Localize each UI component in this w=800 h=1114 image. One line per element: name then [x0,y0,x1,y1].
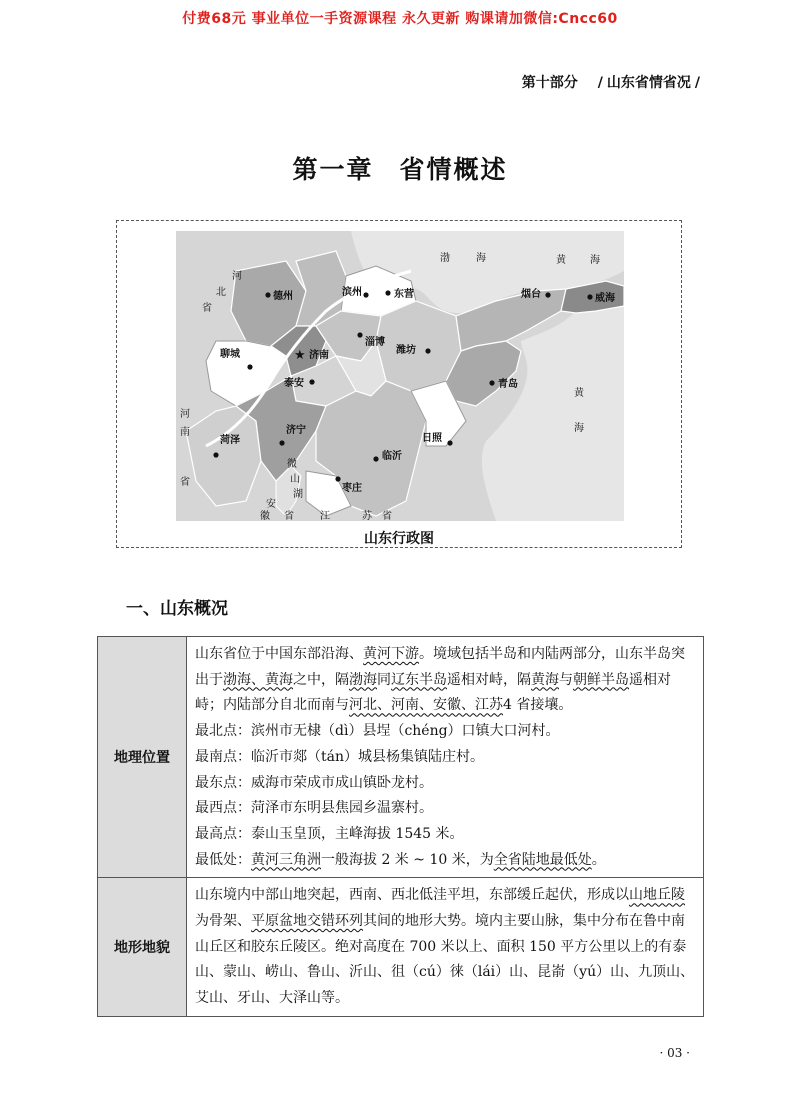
text-run: 4 省接壤。 [503,697,573,714]
city-dot-weifang [425,348,430,353]
underlined-term: 渤海 [349,671,377,688]
underlined-term: 渤海、黄海 [223,671,293,688]
chapter-number: 第一章 [292,155,374,184]
underlined-term: 山地丘陵 [629,887,685,904]
city-label-zaozhuang: 枣庄 [342,483,362,494]
running-head-part: 第十部分 [521,75,578,91]
terrain-paragraph [195,883,695,1012]
row-content-terrain [187,878,704,1017]
city-dot-dongying [385,290,390,295]
underlined-term: 黄海 [531,671,559,688]
city-label-yantai: 烟台 [521,289,541,300]
city-dot-dezhou [265,292,270,297]
label-huanghai-top-1: 黄 [556,255,566,266]
city-dot-taian [309,379,314,384]
lowest-point [195,848,695,874]
promo-banner: 付费68元 事业单位一手资源课程 永久更新 购课请加微信:Cncc60 [182,11,618,27]
text-run: 同 [377,671,391,688]
running-head [522,72,704,92]
city-dot-liaocheng [247,364,252,369]
overview-table [97,636,704,1017]
text-run: 遥相对峙；内陆部分自北而南与 [195,671,671,714]
label-anhui-3: 省 [284,511,294,521]
underlined-term: 黄河三角洲 [251,851,321,868]
city-label-rizhao: 日照 [422,433,442,444]
row-label-terrain: 地形地貌 [98,878,187,1017]
label-jiangsu-2: 苏 [362,511,372,521]
label-weishanhu-1: 微 [287,459,297,470]
city-label-dongying: 东营 [394,289,414,300]
underlined-term: 平原盆地交错环列 [251,913,363,930]
label-jiangsu-3: 省 [382,511,392,521]
underlined-term: 全省陆地最低处 [493,851,592,868]
page-number: · 03 · [659,1046,690,1060]
label-huanghai-right-2: 海 [574,423,584,434]
location-paragraph [195,642,695,719]
text-run: 最低处： [195,851,251,868]
text-run: 之中，隔 [293,671,349,688]
table-row [98,878,704,1017]
text-run: 山东境内中部山地突起，西南、西北低洼平坦，东部缓丘起伏，形成以 [195,887,629,904]
easternmost-point: 最东点：威海市荣成市成山镇卧龙村。 [195,774,433,791]
underlined-term: 黄河下游 [363,646,419,662]
city-label-binzhou: 滨州 [342,287,362,298]
city-dot-weihai [587,294,592,299]
shandong-admin-map [176,231,624,521]
row-label-location: 地理位置 [98,637,187,878]
southernmost-point: 最南点：临沂市郯（tán）城县杨集镇陆庄村。 [195,748,484,765]
underlined-term: 河北、河南、安徽、江苏 [349,697,503,714]
city-label-zibo: 淄博 [365,337,385,348]
chapter-title [0,150,800,186]
label-henan-1: 河 [180,409,190,420]
label-henan-3: 省 [180,477,190,488]
label-hebei-1: 河 [232,271,242,282]
label-bohai-2: 海 [476,253,486,264]
map-frame [116,220,682,548]
city-label-dezhou: 德州 [273,291,293,302]
label-weishanhu-2: 山 [290,474,300,485]
label-bohai-1: 渤 [440,253,450,264]
city-dot-linyi [373,456,378,461]
running-head-separator-end: / [694,75,700,91]
city-dot-zaozhuang [335,476,340,481]
city-label-weifang: 潍坊 [396,345,416,356]
text-run: 与 [559,671,573,688]
section-heading: 一、山东概况 [126,599,228,619]
city-label-liaocheng: 聊城 [220,349,240,360]
capital-star-icon: ★ [294,348,306,363]
city-label-linyi: 临沂 [382,451,402,462]
city-label-jinan: 济南 [309,350,329,361]
text-run: 其间的地形大势。境内主要山脉，集中分布在鲁中南山丘区和胶东丘陵区。绝对高度在 700 米以上、面积 150 平方公里以上的有泰山、蒙山、崂山、鲁山、沂山、徂（cú）徕（lái）山、昆嵛（yú）山、九顶山、艾山、牙山、大泽山等。 [195,913,695,1007]
label-anhui-2: 徽 [260,511,270,521]
label-hebei-2: 北 [216,287,226,298]
text-run: 。境域包括半岛和内陆两部分，山东半岛突出于 [195,646,685,688]
city-label-heze: 菏泽 [220,435,240,446]
northernmost-point: 最北点：滨州市无棣（dì）县埕（chéng）口镇大口河村。 [195,723,560,740]
highest-point: 最高点：泰山玉皇顶，主峰海拔 1545 米。 [195,825,464,842]
text-run: 一般海拔 2 米 ~ 10 米，为 [321,851,494,868]
city-dot-rizhao [447,440,452,445]
city-dot-zibo [357,332,362,337]
table-row [98,637,704,878]
map-caption: 山东行政图 [364,531,434,547]
running-head-separator: / [597,75,603,91]
underlined-term: 辽东半岛 [391,671,447,688]
city-label-weihai: 威海 [595,293,615,304]
label-anhui-1: 安 [266,499,276,510]
row-content-location [187,637,704,878]
label-weishanhu-3: 湖 [293,489,303,500]
text-run: 为骨架、 [195,913,251,930]
city-dot-yantai [545,292,550,297]
city-label-qingdao: 青岛 [498,379,518,390]
city-dot-binzhou [363,292,368,297]
label-hebei-3: 省 [202,303,212,314]
westernmost-point: 最西点：菏泽市东明县焦园乡温寨村。 [195,800,433,817]
city-dot-heze [213,452,218,457]
city-dot-qingdao [489,380,494,385]
city-label-jining: 济宁 [286,425,306,436]
label-henan-2: 南 [180,427,190,438]
label-huanghai-right-1: 黄 [574,388,584,399]
chapter-name: 省情概述 [399,155,508,184]
label-huanghai-top-2: 海 [590,255,600,266]
text-run: 遥相对峙，隔 [447,671,531,688]
label-jiangsu-1: 江 [320,511,330,521]
underlined-term: 朝鲜半岛 [573,671,629,688]
text-run: 。 [591,851,606,868]
running-head-topic: 山东省情省况 [606,75,691,91]
text-run: 山东省位于中国东部沿海、 [195,646,363,662]
city-label-taian: 泰安 [284,378,304,389]
city-dot-jining [279,440,284,445]
